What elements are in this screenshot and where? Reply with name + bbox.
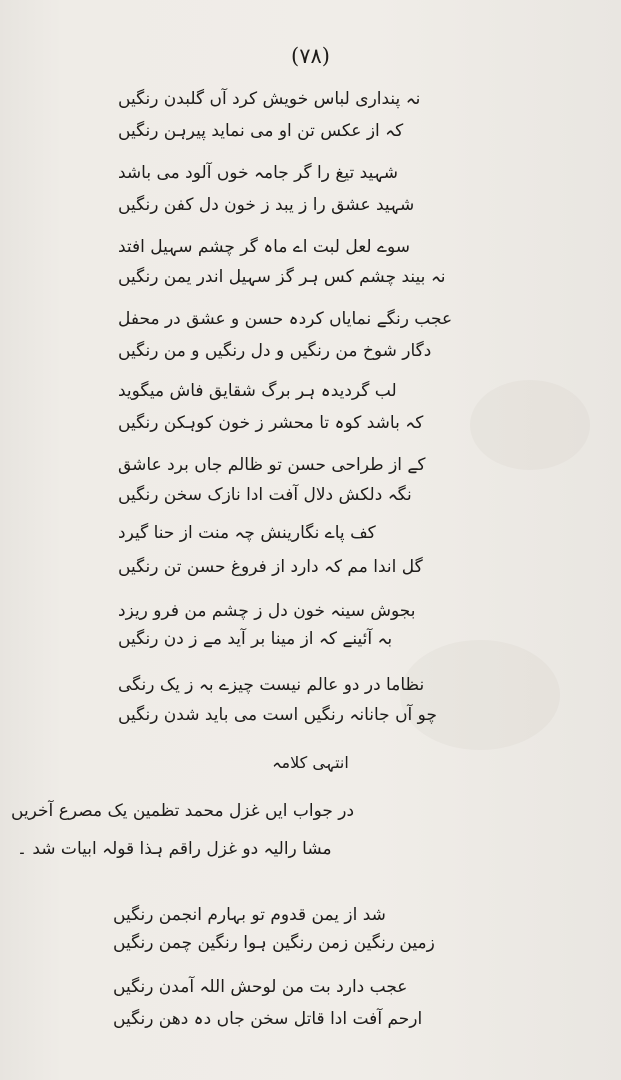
verse-line: زمین رنگین زمن رنگین ہوا رنگین چمن رنگیں (113, 933, 435, 953)
verse-line: گل اندا مم کہ دارد از فروغ حسن تن رنگیں (118, 557, 423, 577)
verse-line: لب گردیدہ ہر برگ شقایق فاش میگوید (118, 381, 397, 401)
verse-line: کے از طراحی حسن تو ظالم جاں برد عاشق (118, 455, 426, 475)
verse-line: کہ از عکس تن او می نماید پیرہن رنگیں (118, 121, 404, 141)
prose-line: مشا رالیہ دو غزل راقم ہذا قولہ ابیات شد ۔ (17, 839, 332, 859)
verse-line: دگار شوخ من رنگیں و دل رنگیں و من رنگیں (118, 341, 432, 361)
verse-line: کہ باشد کوہ تا محشر ز خون کوہکن رنگیں (118, 413, 424, 433)
verse-line: شہید تیغ را گر جامہ خوں آلود می باشد (118, 163, 398, 183)
verse-line: بہ آئینے کہ از مینا بر آید مے ز دن رنگیں (118, 629, 393, 649)
verse-line: عجب رنگے نمایاں کردہ حسن و عشق در محفل (118, 309, 453, 329)
verse-line: عجب دارد بت من لوحش اللہ آمدن رنگیں (113, 977, 408, 997)
verse-line: نہ پنداری لباس خویش کرد آں گلبدن رنگیں (118, 89, 421, 109)
verse-line: شہید عشق را ز یبد ز خون دل کفن رنگیں (118, 195, 415, 215)
verse-line: چو آں جانانہ رنگیں است می باید شدن رنگیں (118, 705, 437, 725)
verse-line: کف پاے نگارینش چہ منت از حنا گیرد (118, 523, 376, 543)
verse-line: نہ بیند چشم کس ہر گز سہیل اندر یمن رنگیں (118, 267, 446, 287)
closing-heading: انتہی کلامہ (272, 753, 349, 772)
prose-line: در جواب ایں غزل محمد تظمین یک مصرع آخریں (11, 801, 355, 821)
verse-line: ارحم آفت ادا قاتل سخن جاں دہ دھن رنگیں (113, 1009, 423, 1029)
verse-line: نظاما در دو عالم نیست چیزے بہ ز یک رنگی (118, 675, 425, 695)
verse-line: سوے لعل لبت اے ماہ گر چشم سہیل افتد (118, 237, 410, 257)
verse-line: بجوش سینہ خون دل ز چشم من فرو ریزد (118, 601, 416, 621)
verse-line: نگہ دلکش دلال آفت ادا نازک سخن رنگیں (118, 485, 412, 505)
verse-line: شد از یمن قدوم تو بہارم انجمن رنگیں (113, 905, 386, 925)
page-number: (۷۸) (291, 44, 330, 68)
